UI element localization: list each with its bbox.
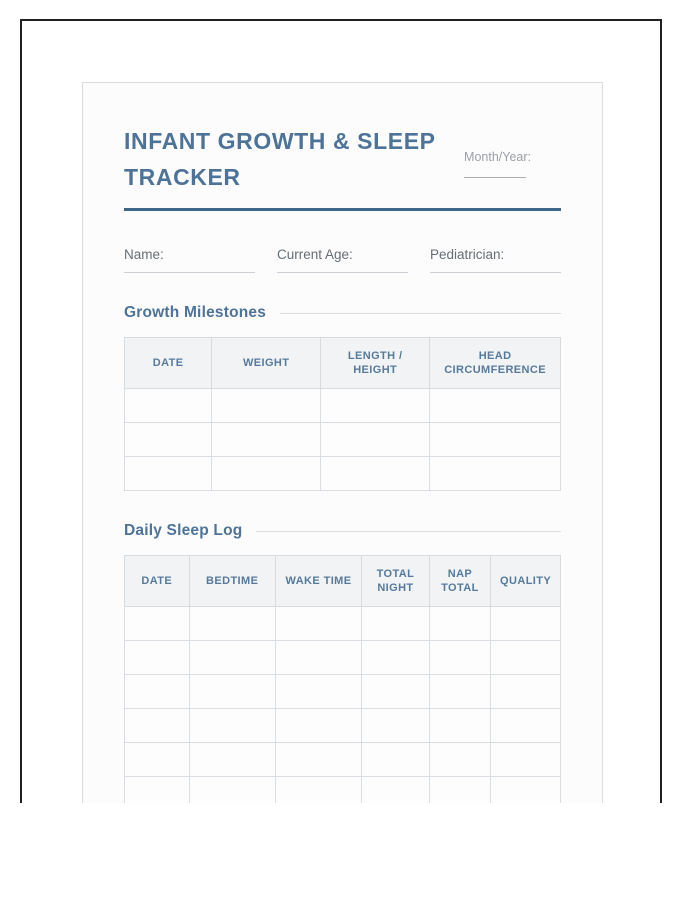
column-header: DATE (125, 556, 190, 607)
field-current-age-label: Current Age: (277, 247, 353, 262)
empty-cell[interactable] (362, 743, 430, 777)
empty-cell[interactable] (212, 389, 321, 423)
empty-cell[interactable] (125, 457, 212, 491)
empty-cell[interactable] (362, 607, 430, 641)
column-header: NAP TOTAL (429, 556, 490, 607)
growth-section-heading (124, 304, 561, 322)
empty-cell[interactable] (362, 777, 430, 804)
document-header (124, 123, 561, 195)
empty-cell[interactable] (491, 743, 561, 777)
empty-cell[interactable] (189, 709, 275, 743)
field-current-age[interactable] (277, 247, 408, 273)
table-row (125, 423, 561, 457)
empty-cell[interactable] (189, 607, 275, 641)
table-row (125, 709, 561, 743)
empty-cell[interactable] (212, 423, 321, 457)
empty-cell[interactable] (125, 389, 212, 423)
empty-cell[interactable] (362, 709, 430, 743)
empty-cell[interactable] (491, 675, 561, 709)
empty-cell[interactable] (491, 641, 561, 675)
empty-cell[interactable] (189, 641, 275, 675)
empty-cell[interactable] (189, 743, 275, 777)
daily-sleep-log-table (124, 555, 561, 803)
growth-heading-divider (280, 313, 561, 314)
column-header: QUALITY (491, 556, 561, 607)
empty-cell[interactable] (125, 675, 190, 709)
column-header: HEAD CIRCUMFERENCE (430, 338, 561, 389)
table-row (125, 777, 561, 804)
month-year-label: Month/Year: (464, 150, 531, 164)
column-header: WAKE TIME (275, 556, 361, 607)
empty-cell[interactable] (491, 607, 561, 641)
sleep-section-heading (124, 522, 561, 540)
table-row (125, 457, 561, 491)
document-card (82, 82, 603, 803)
month-year-field[interactable] (464, 150, 531, 178)
sleep-heading-divider (256, 531, 561, 532)
field-name-label: Name: (124, 247, 164, 262)
empty-cell[interactable] (429, 641, 490, 675)
field-pediatrician[interactable] (430, 247, 561, 273)
growth-section-title: Growth Milestones (124, 304, 267, 321)
empty-cell[interactable] (189, 675, 275, 709)
empty-cell[interactable] (275, 743, 361, 777)
empty-cell[interactable] (491, 709, 561, 743)
column-header: TOTAL NIGHT (362, 556, 430, 607)
empty-cell[interactable] (362, 641, 430, 675)
month-year-blank-line[interactable] (464, 164, 526, 178)
empty-cell[interactable] (429, 607, 490, 641)
info-fields-row (124, 247, 561, 273)
growth-header-row (125, 338, 561, 389)
empty-cell[interactable] (125, 423, 212, 457)
empty-cell[interactable] (430, 389, 561, 423)
page-frame (20, 19, 662, 803)
table-row (125, 675, 561, 709)
empty-cell[interactable] (125, 777, 190, 804)
empty-cell[interactable] (321, 423, 430, 457)
empty-cell[interactable] (321, 389, 430, 423)
empty-cell[interactable] (125, 641, 190, 675)
growth-milestones-table (124, 337, 561, 491)
sleep-section-title: Daily Sleep Log (124, 522, 243, 539)
empty-cell[interactable] (125, 709, 190, 743)
title-divider (124, 208, 561, 211)
empty-cell[interactable] (275, 607, 361, 641)
table-row (125, 743, 561, 777)
empty-cell[interactable] (212, 457, 321, 491)
empty-cell[interactable] (125, 607, 190, 641)
field-pediatrician-label: Pediatrician: (430, 247, 505, 262)
empty-cell[interactable] (491, 777, 561, 804)
column-header: WEIGHT (212, 338, 321, 389)
sleep-header-row (125, 556, 561, 607)
empty-cell[interactable] (429, 743, 490, 777)
column-header: LENGTH / HEIGHT (321, 338, 430, 389)
column-header: DATE (125, 338, 212, 389)
empty-cell[interactable] (362, 675, 430, 709)
empty-cell[interactable] (275, 675, 361, 709)
table-row (125, 607, 561, 641)
empty-cell[interactable] (430, 457, 561, 491)
table-row (125, 641, 561, 675)
empty-cell[interactable] (275, 709, 361, 743)
empty-cell[interactable] (275, 641, 361, 675)
column-header: BEDTIME (189, 556, 275, 607)
empty-cell[interactable] (429, 675, 490, 709)
empty-cell[interactable] (125, 743, 190, 777)
empty-cell[interactable] (430, 423, 561, 457)
empty-cell[interactable] (189, 777, 275, 804)
empty-cell[interactable] (275, 777, 361, 804)
field-name[interactable] (124, 247, 255, 273)
empty-cell[interactable] (321, 457, 430, 491)
table-row (125, 389, 561, 423)
empty-cell[interactable] (429, 777, 490, 804)
empty-cell[interactable] (429, 709, 490, 743)
page-title: INFANT GROWTH & SLEEP TRACKER (124, 128, 436, 190)
